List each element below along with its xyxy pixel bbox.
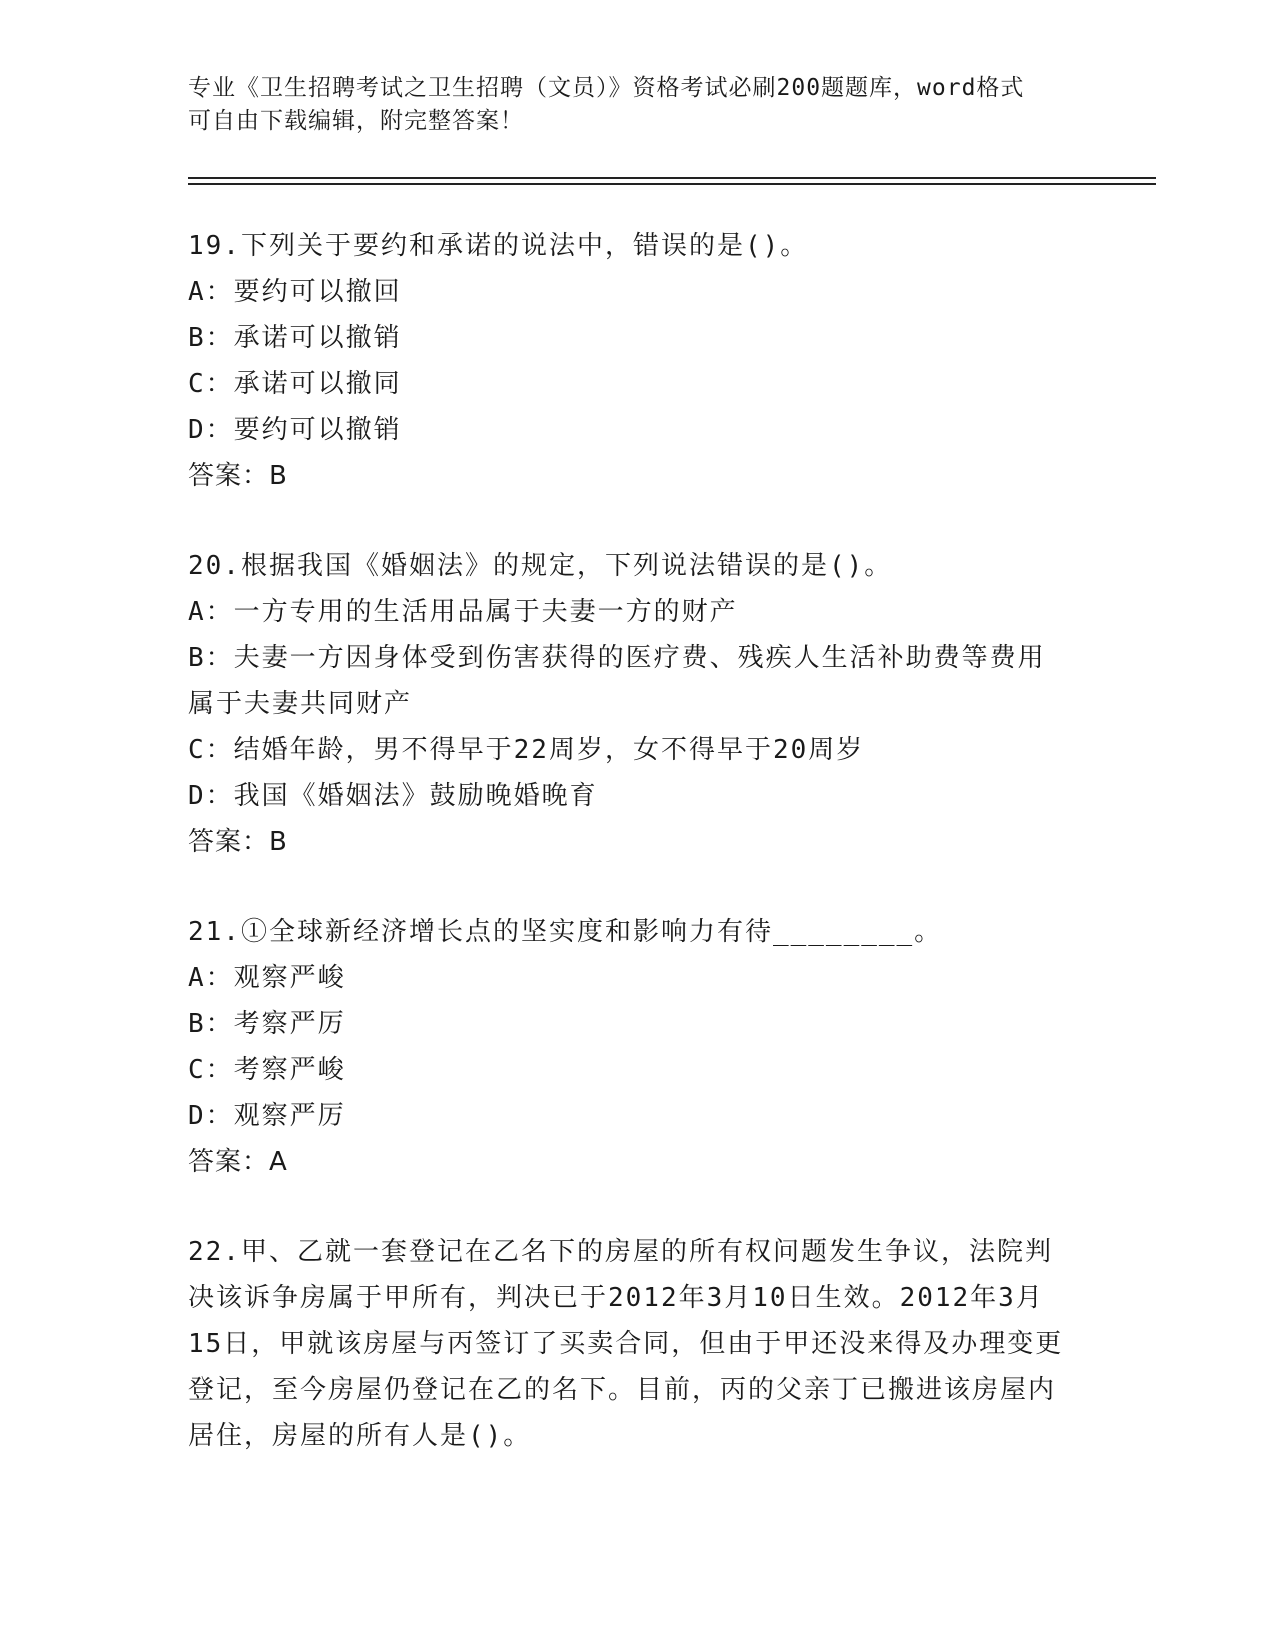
option-b: B：承诺可以撤销: [188, 323, 402, 353]
option-d: D：要约可以撤销: [188, 415, 402, 445]
question-stem: 22.甲、乙就一套登记在乙名下的房屋的所有权问题发生争议，法院判决该诉争房属于甲所有，判决已于2012年3月10日生效。2012年3月15日，甲就该房屋与丙签订了买卖合同，但由于甲还没来得及办理变更登记，至今房屋仍登记在乙的名下。目前，丙的父亲丁已搬进该房屋内居住，房屋的所有人是()。: [188, 1237, 1064, 1451]
question-list: [188, 223, 1068, 1503]
option-a: A：一方专用的生活用品属于夫妻一方的财产: [188, 597, 738, 627]
answer: 答案：B: [188, 461, 288, 491]
document-header: [188, 72, 1068, 138]
question-19: [188, 223, 1068, 499]
answer: 答案：B: [188, 827, 288, 857]
option-b: B：夫妻一方因身体受到伤害获得的医疗费、残疾人生活补助费等费用属于夫妻共同财产: [188, 643, 1046, 719]
question-stem: 21.①全球新经济增长点的坚实度和影响力有待________。: [188, 917, 943, 947]
option-b: B：考察严厉: [188, 1009, 346, 1039]
question-21: [188, 909, 1068, 1185]
header-line-2: 可自由下载编辑，附完整答案！: [188, 108, 524, 134]
question-20: [188, 543, 1068, 865]
option-c: C：考察严峻: [188, 1055, 346, 1085]
option-a: A：要约可以撤回: [188, 277, 402, 307]
option-d: D：观察严厉: [188, 1101, 346, 1131]
header-divider-bottom: [188, 183, 1156, 185]
header-divider-top: [188, 177, 1156, 179]
option-c: C：承诺可以撤同: [188, 369, 402, 399]
option-d: D：我国《婚姻法》鼓励晚婚晚育: [188, 781, 598, 811]
option-c: C：结婚年龄，男不得早于22周岁，女不得早于20周岁: [188, 735, 865, 765]
header-line-1: 专业《卫生招聘考试之卫生招聘（文员）》资格考试必刷200题题库，word格式: [188, 75, 1025, 101]
answer: 答案：A: [188, 1147, 288, 1177]
question-22: [188, 1229, 1068, 1459]
option-a: A：观察严峻: [188, 963, 346, 993]
question-stem: 19.下列关于要约和承诺的说法中，错误的是()。: [188, 231, 809, 261]
question-stem: 20.根据我国《婚姻法》的规定，下列说法错误的是()。: [188, 551, 893, 581]
